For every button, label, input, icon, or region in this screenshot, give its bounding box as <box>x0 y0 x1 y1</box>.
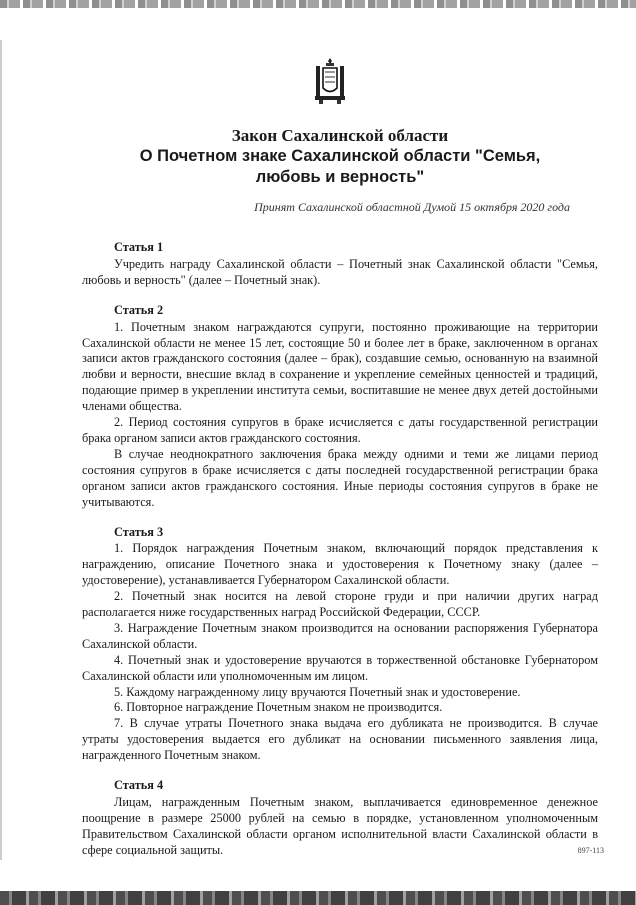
article-3 <box>82 525 598 765</box>
page-code: 897-113 <box>577 846 604 855</box>
article-paragraph: Учредить награду Сахалинской области – Почетный знак Сахалинской области "Семья, любовь и верность" (далее – Почетный знак). <box>82 256 598 287</box>
title-law-name: Закон Сахалинской области <box>231 126 449 145</box>
article-paragraph: 3. Награждение Почетным знаком производится на основании распоряжения Губернатора Сахалинской области. <box>82 620 598 651</box>
scan-edge-top <box>0 0 636 8</box>
scan-edge-bottom <box>0 891 636 905</box>
document-title <box>60 126 620 188</box>
adoption-note: Принят Сахалинской областной Думой 15 октября 2020 года <box>254 200 570 214</box>
title-subject-line-2: любовь и верность" <box>255 168 425 186</box>
article-paragraph: 1. Почетным знаком награждаются супруги, постоянно проживающие на территории Сахалинской области не менее 15 лет, состоящие 50 и более лет в браке, заключенном в органах записи актов гражданского состояния (далее – брак), создавшие семью, основанную на взаимной любви и верности, внесшие вклад в сохранение и укрепление семейных ценностей и традиций, подающие пример в укреплении института семьи, воспитавшие не менее двух детей достойными членами общества. <box>82 319 598 414</box>
article-paragraph: Лицам, награжденным Почетным знаком, выплачивается единовременное денежное поощрение в размере 25000 рублей на семью в порядке, установленном уполномоченным Правительством Сахалинской области органом исполнительной власти Сахалинской области в сфере социальной защиты. <box>82 795 598 857</box>
article-paragraph: 5. Каждому награжденному лицу вручаются Почетный знак и удостоверение. <box>114 684 521 699</box>
article-2 <box>82 303 598 511</box>
scan-edge-left <box>0 40 2 860</box>
article-paragraph: В случае неоднократного заключения брака между одними и теми же лицами период состояния супругов в браке исчисляется с даты последней государственной регистрации брака органом записи актов гражданского состояния. Иные периоды состояния супругов в браке не учитываются. <box>82 446 598 509</box>
article-paragraph: 7. В случае утраты Почетного знака выдача его дубликата не производится. В случае утраты удостоверения выдается его дубликат на основании письменного заявления лица, награжденного Почетным знаком. <box>82 716 598 763</box>
article-4 <box>82 778 598 859</box>
article-paragraph: 1. Порядок награждения Почетным знаком, включающий порядок представления к награждению, описание Почетного знака и удостоверения к Почетному знаку (далее – удостоверение), устанавливается Губернатором Сахалинской области. <box>82 541 598 588</box>
article-heading: Статья 1 <box>114 240 164 254</box>
coat-of-arms-icon <box>314 58 346 104</box>
article-heading: Статья 3 <box>114 524 164 539</box>
document-body <box>82 240 598 873</box>
article-heading: Статья 4 <box>114 778 164 793</box>
article-heading: Статья 2 <box>114 302 164 317</box>
article-paragraph: 2. Почетный знак носится на левой стороне груди и при наличии других наград располагается ниже государственных наград Российской Федерации, СССР. <box>82 589 598 620</box>
article-paragraph: 6. Повторное награждение Почетным знаком не производится. <box>114 700 443 715</box>
article-paragraph: 4. Почетный знак и удостоверение вручаются в торжественной обстановке Губернатором Сахалинской области или уполномоченным им лицом. <box>82 652 598 683</box>
article-1 <box>82 240 598 289</box>
article-paragraph: 2. Период состояния супругов в браке исчисляется с даты государственной регистрации брака органом записи актов гражданского состояния. <box>82 415 598 445</box>
title-subject-line: О Почетном знаке Сахалинской области "Семья, <box>139 147 541 165</box>
